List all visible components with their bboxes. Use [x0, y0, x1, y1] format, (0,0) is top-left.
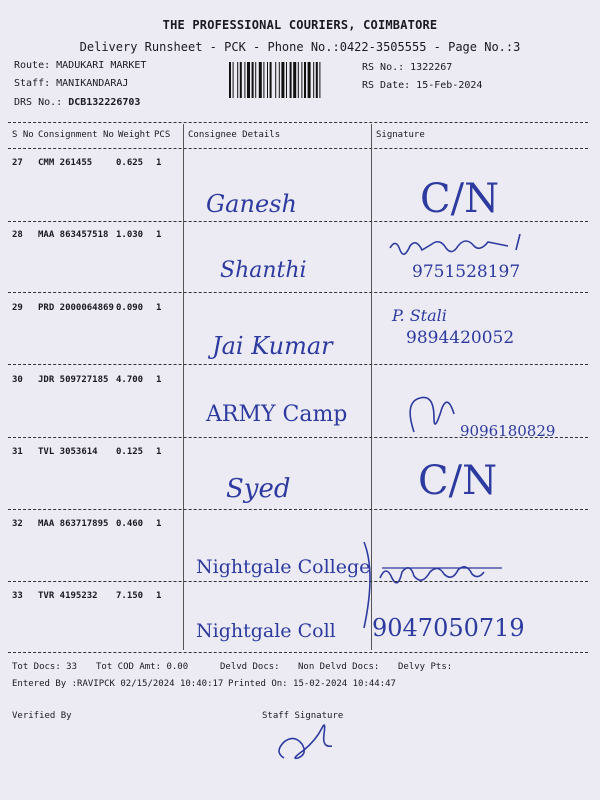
company-title: THE PROFESSIONAL COURIERS, COIMBATORE: [162, 18, 438, 32]
row-30-signature-scribble: [404, 392, 460, 440]
row-30-sno: 30: [12, 375, 23, 385]
row-30-rule: [8, 437, 588, 438]
header-bottom-rule: [8, 148, 588, 149]
delivery-points: Delvy Pts:: [398, 662, 453, 672]
row-28-consignment: MAA 863457518: [38, 230, 109, 240]
row-32-consignment: MAA 863717895: [38, 519, 109, 529]
row-31-sno: 31: [12, 447, 23, 457]
rs-date: RS Date: 15-Feb-2024: [362, 80, 483, 91]
row-33-weight: 7.150: [116, 591, 144, 601]
row-28-weight: 1.030: [116, 230, 144, 240]
row-29-rule: [8, 364, 588, 365]
row-27-consignee: Ganesh: [206, 190, 297, 218]
verified-by: Verified By: [12, 711, 72, 721]
total-docs: Tot Docs: 33: [12, 662, 78, 672]
col-sno: S No: [12, 130, 34, 140]
row-31-rule: [8, 509, 588, 510]
col-details: Consignee Details: [188, 130, 281, 140]
row-29-pcs: 1: [156, 303, 162, 313]
delivered-docs: Delvd Docs:: [220, 662, 280, 672]
col-pcs: PCS: [154, 130, 171, 140]
row-30-consignee: ARMY Camp: [206, 402, 348, 427]
row-27-sno: 27: [12, 158, 23, 168]
row-29-weight: 0.090: [116, 303, 144, 313]
row-27-weight: 0.625: [116, 158, 144, 168]
row-31-signature: C/N: [418, 458, 498, 504]
row-31-weight: 0.125: [116, 447, 144, 457]
details-column-divider: [183, 124, 184, 650]
row-33-consignee: Nightgale Coll: [196, 620, 336, 642]
row-30-consignment: JDR 509727185: [38, 375, 109, 385]
row-29-consignment: PRD 2000064869: [38, 303, 114, 313]
row-28-sno: 28: [12, 230, 23, 240]
row-33-consignment: TVR 4195232: [38, 591, 98, 601]
row-32-rule: [8, 581, 588, 582]
col-consignment: Consignment No: [38, 130, 114, 140]
entered-by: Entered By :RAVIPCK 02/15/2024 10:40:17: [12, 679, 224, 689]
row-28-rule: [8, 292, 588, 293]
header-top-rule: [8, 122, 588, 123]
row-27-consignment: CMM 261455: [38, 158, 93, 168]
row-31-consignment: TVL 3053614: [38, 447, 98, 457]
row-32-consignee: Nightgale College: [196, 556, 371, 578]
row-28-phone: 9751528197: [412, 262, 521, 282]
row-31-consignee: Syed: [226, 474, 291, 504]
runsheet-subtitle: Delivery Runsheet - PCK - Phone No.:0422-3505555 - Page No.:3: [79, 40, 521, 54]
route-label: Route: MADUKARI MARKET: [14, 60, 147, 71]
col-signature: Signature: [376, 130, 425, 140]
drs-value: DCB132226703: [68, 97, 141, 108]
row-28-signature-scribble: [386, 232, 546, 258]
barcode-image: [228, 62, 354, 98]
row-29-signature: P. Stali: [392, 306, 447, 325]
row-30-phone: 9096180829: [460, 422, 556, 440]
row-27-pcs: 1: [156, 158, 162, 168]
printed-on: Printed On: 15-02-2024 10:44:47: [228, 679, 396, 689]
total-cod-amount: Tot COD Amt: 0.00: [96, 662, 189, 672]
staff-signature-scribble: [270, 712, 340, 772]
row-33-phone: 9047050719: [372, 614, 525, 642]
row-28-consignee: Shanthi: [220, 258, 307, 283]
row-32-pcs: 1: [156, 519, 162, 529]
rs-number: RS No.: 1322267: [362, 62, 453, 73]
row-29-sno: 29: [12, 303, 23, 313]
row-33-sno: 33: [12, 591, 23, 601]
row-30-pcs: 1: [156, 375, 162, 385]
row-28-pcs: 1: [156, 230, 162, 240]
staff-signature-label: Staff Signature: [262, 711, 344, 721]
row-32-sno: 32: [12, 519, 23, 529]
non-delivered-docs: Non Delvd Docs:: [298, 662, 380, 672]
row-33-pcs: 1: [156, 591, 162, 601]
drs-number: [14, 97, 140, 108]
row-32-weight: 0.460: [116, 519, 144, 529]
row-33-rule: [8, 652, 588, 653]
drs-label: DRS No.:: [14, 97, 63, 108]
col-weight: Weight: [118, 130, 151, 140]
row-27-rule: [8, 221, 588, 222]
row-29-consignee: Jai Kumar: [212, 332, 333, 360]
staff-label: Staff: MANIKANDARAJ: [14, 78, 129, 89]
row-27-signature: C/N: [420, 176, 500, 222]
row-30-weight: 4.700: [116, 375, 144, 385]
row-29-phone: 9894420052: [406, 328, 515, 348]
row-31-pcs: 1: [156, 447, 162, 457]
